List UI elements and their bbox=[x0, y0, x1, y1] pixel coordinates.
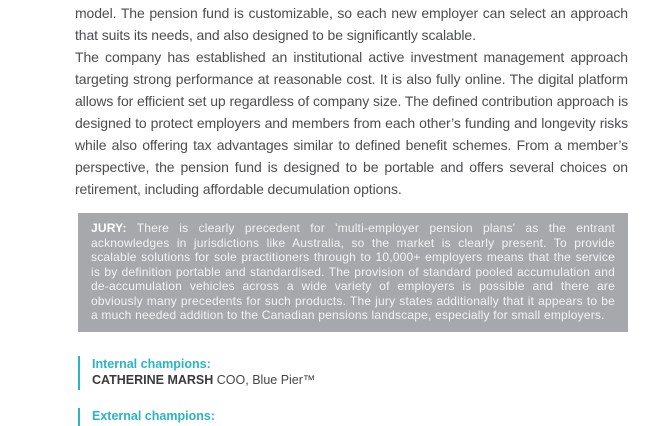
body-paragraph-1: model. The pension fund is customizable, so each new employer can select an approach that suits its needs, and also designed to be significantly scalable. bbox=[75, 5, 628, 43]
champion-name: CATHERINE MARSH bbox=[92, 372, 214, 387]
internal-champions-block bbox=[78, 356, 628, 390]
body-paragraph-2: The company has established an institutional active investment management approach targeting strong performance at reasonable cost. It is also fully online. The digital platform allows for efficient set up regardless of company size. The defined contribution approach is designed to protect employers and members from each other’s funding and longevity risks while also offering tax advantages similar to defined benefit schemes. From a member’s perspective, the pension fund is designed to be portable and offers several choices on retirement, including affordable decumulation options. bbox=[75, 49, 628, 197]
external-champions-heading: External champions: bbox=[92, 408, 215, 423]
jury-body-text: There is clearly precedent for 'multi-employer pension plans' as the entrant acknowledges in jurisdictions like Australia, so the market is clearly present. To provide scalable solutions for sole practitioners through to 10,000+ employers means that the service is by definition portable and standardised. The provision of standard pooled accumulation and de-accumulation vehicles across a wide variety of employers is possible and there are obviously many precedents for such products. The jury states additionally that it appears to be a much needed addition to the Canadian pensions landscape, especially for small employers. bbox=[91, 221, 616, 322]
internal-champions-heading: Internal champions: bbox=[92, 356, 211, 371]
jury-comment-box bbox=[78, 213, 628, 332]
external-champions-block bbox=[78, 408, 628, 426]
article-content bbox=[75, 0, 628, 426]
jury-text bbox=[91, 221, 615, 323]
jury-label: JURY: bbox=[91, 221, 127, 235]
internal-champion-entry bbox=[92, 372, 628, 388]
champion-role: COO, Blue Pier™ bbox=[216, 372, 316, 387]
